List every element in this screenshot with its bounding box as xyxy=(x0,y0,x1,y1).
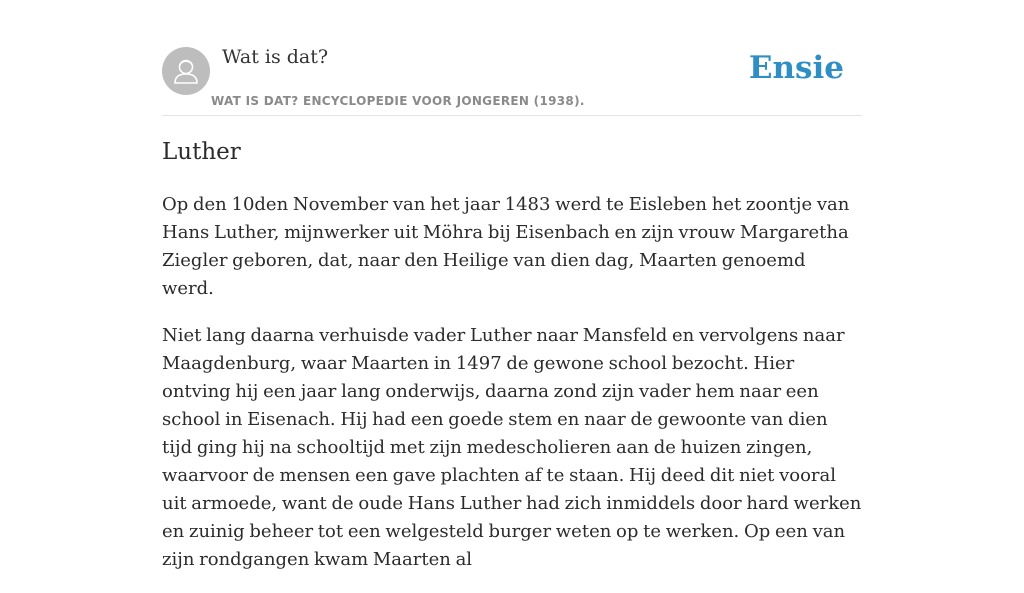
source-subtitle[interactable]: WAT IS DAT? ENCYCLOPEDIE VOOR JONGEREN (1938). xyxy=(211,94,585,108)
ensie-logo[interactable]: Ensie xyxy=(748,50,844,86)
user-placeholder-icon[interactable] xyxy=(162,47,210,95)
article-paragraph: Op den 10den November van het jaar 1483 werd te Eisleben het zoontje van Hans Luther, mijnwerker uit Möhra bij Eisenbach en zijn vrouw Margaretha Ziegler geboren, dat, naar den Heilige van dien dag, Maarten genoemd werd. xyxy=(162,194,850,299)
source-title[interactable]: Wat is dat? xyxy=(222,46,329,68)
article-body xyxy=(162,191,862,593)
article-title: Luther xyxy=(162,139,241,165)
article-paragraph: Niet lang daarna verhuisde vader Luther naar Mansfeld en vervolgens naar Maagdenburg, waar Maarten in 1497 de gewone school bezocht. Hier ontving hij een jaar lang onderwijs, daarna zond zijn vader hem naar een school in Eisenach. Hij had een goede stem en naar de gewoonte van dien tijd ging hij na schooltijd met zijn medescholieren aan de huizen zingen, waarvoor de mensen een gave plachten af te staan. Hij deed dit niet vooral uit armoede, want de oude Hans Luther had zich inmiddels door hard werken en zuinig beheer tot een welgesteld burger weten op te werken. Op een van zijn rondgangen kwam Maarten al xyxy=(162,325,862,570)
source-header xyxy=(162,40,862,116)
